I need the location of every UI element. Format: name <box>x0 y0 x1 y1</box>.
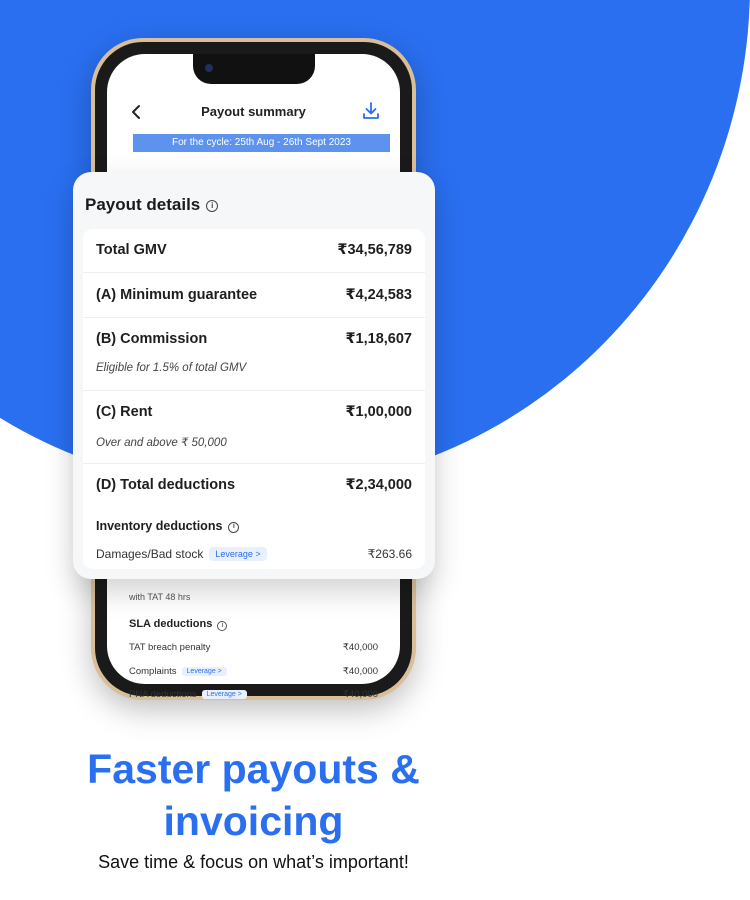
sla-item-label: PNA deductions <box>129 689 197 700</box>
promo-tagline: Save time & focus on what’s important! <box>98 852 409 872</box>
row-label: (A) Minimum guarantee <box>96 287 258 303</box>
list-item <box>129 689 378 703</box>
info-icon[interactable]: i <box>206 200 218 212</box>
sla-item-amount: ₹40,000 <box>342 642 378 653</box>
row-label: (D) Total deductions <box>96 477 236 493</box>
table-row <box>83 229 425 273</box>
download-icon[interactable] <box>360 100 382 122</box>
table-row <box>83 464 425 504</box>
card-title: Payout details i <box>85 195 218 215</box>
row-value: ₹1,18,607 <box>345 331 412 347</box>
row-value: ₹2,34,000 <box>345 477 412 493</box>
row-label: Total GMV <box>96 242 167 258</box>
row-label: (C) Rent <box>96 404 153 420</box>
payout-details-card <box>73 172 435 579</box>
list-item <box>129 666 378 680</box>
row-note: Over and above ₹ 50,000 <box>96 437 227 449</box>
camera-icon <box>205 64 213 72</box>
info-icon[interactable]: i <box>217 621 227 631</box>
table-row <box>83 273 425 318</box>
payout-details-list <box>83 229 425 569</box>
inventory-item-amount: ₹263.66 <box>367 547 412 561</box>
row-note: Eligible for 1.5% of total GMV <box>96 362 247 374</box>
sla-title: SLA deductions i <box>129 618 227 631</box>
table-row <box>83 318 425 391</box>
page-title: Payout summary <box>201 104 306 119</box>
row-value: ₹1,00,000 <box>345 404 412 420</box>
row-value: ₹4,24,583 <box>345 287 412 303</box>
table-row <box>83 391 425 464</box>
cut-off-text: with TAT 48 hrs <box>129 592 191 602</box>
app-header <box>107 98 400 128</box>
leverage-link[interactable]: Leverage > <box>182 667 227 676</box>
info-icon[interactable]: i <box>228 522 239 533</box>
phone-notch <box>193 54 315 84</box>
headline-line-1: Faster payouts & <box>87 746 420 792</box>
promo-headline <box>0 743 507 847</box>
list-item <box>129 642 378 656</box>
sla-item-amount: ₹40,000 <box>342 689 378 700</box>
headline-line-2: invoicing <box>163 798 344 844</box>
inventory-item-label: Damages/Bad stock <box>96 547 204 561</box>
leverage-link[interactable]: Leverage > <box>209 547 266 561</box>
row-value: ₹34,56,789 <box>337 242 412 258</box>
inventory-deductions-title: Inventory deductions i <box>96 519 239 533</box>
list-item <box>96 547 412 561</box>
leverage-link[interactable]: Leverage > <box>202 690 247 699</box>
sla-item-label: Complaints <box>129 666 177 677</box>
row-label: (B) Commission <box>96 331 208 347</box>
sla-item-amount: ₹40,000 <box>342 666 378 677</box>
sla-item-label: TAT breach penalty <box>129 642 211 653</box>
cycle-banner: For the cycle: 25th Aug - 26th Sept 2023 <box>133 134 390 152</box>
